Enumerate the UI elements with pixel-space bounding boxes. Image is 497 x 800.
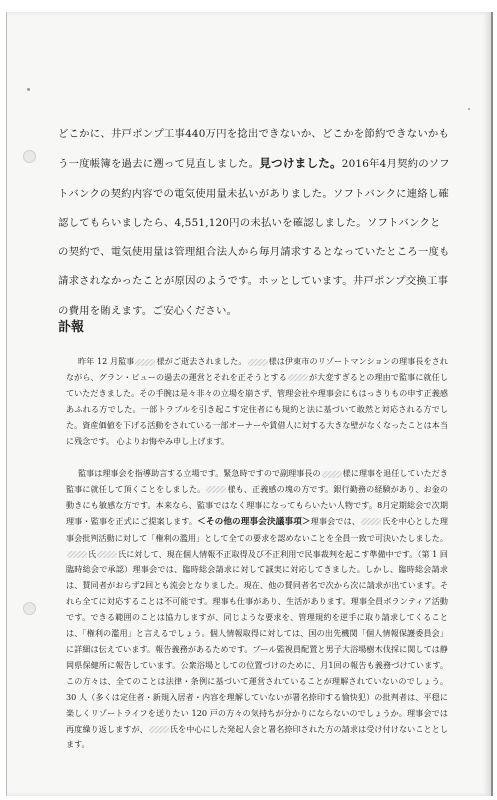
redacted-name	[322, 471, 342, 478]
auditor-paragraph	[66, 466, 448, 753]
redacted-name	[97, 551, 117, 558]
auditor-text: 氏	[88, 548, 97, 559]
obituary-heading: 訃報	[58, 320, 85, 335]
obituary-text: 昨年 12 月監事	[78, 356, 135, 366]
announcement-text-before: どこかに、井戸ポンプ工事440万円を捻出できないか、どこかを節約できないかもう一度帳簿を過去に遡って見直しました。	[58, 128, 450, 171]
auditor-text: 氏に対して、現在個人情報不正取得及び不正利用で民事裁判を起こす準備中です。（第 1 回臨時総会で承認）理事会では、臨時総会請求に対して誠実に対応してきました。しかし、臨時総会請求は、賛同者がおらず2回とも流会となりました。現在、他の賛同者名で次から次に請求が出ています。それら全てに対応することは不可能です。理事も仕事があり、生活があります。理事全員ボランティア活動です。できる範囲のことは協力しますが、同じような要求を、管理規約を逆手に取り請求してくることは、「権利の濫用」と言えるでしょう。個人情報取得に対しては、国の出先機関「個人情報保護委員会」に詳細は伝えています。報告義務があるためです。プール監視員配置と男子大浴場樹木伐採に関しては静岡県保健所に報告しています。公衆浴場としての位置づけのために、月1回の報告も義務づけています。この方々は、全てのことは法律・条例に基づいて運営されていることが理解されていないのでしょう。30 人（多くは定住者・新規入居者・内容を理解していないが署名捺印する愉快犯）の批判者は、平穏に楽しくリゾートライフを送りたい 120 戸の方々の気持ちが分かりにならないのでしょうか。理事会では再度繰り返しますが、	[66, 548, 448, 734]
obituary-text: 様がご逝去されました。	[156, 356, 247, 366]
auditor-text: 理事会では、	[310, 515, 361, 526]
redacted-name	[248, 359, 268, 366]
auditor-text: 氏を中心とした理事会批判活動に対して「権利の濫用」として全ての要求を認めないことを全員一致で可決いたしました。	[66, 515, 448, 543]
redacted-name	[149, 726, 169, 733]
obituary-paragraph	[66, 354, 448, 449]
redacted-name	[135, 359, 155, 366]
redacted-name	[67, 551, 87, 558]
obituary-text: 様は伊東市のリゾートマンションの理事長をされながら、グラン・ビューの過去の運営とそれを正そうとする	[66, 356, 448, 382]
redacted-name	[288, 374, 308, 381]
auditor-text: 様に理事を退任していただき監事に就任して頂くことをしました。	[66, 468, 448, 494]
auditor-text: 監事は理事会を指導助言する立場です。緊急時ですので副理事長の	[78, 468, 321, 478]
obituary-text: が大変すぎるとの理由で監事に就任していただきました。その手腕は是々非々の立場を崩さず、管理会社や理事会にもはっきりもの申す正義感あふれる方でした。一部トラブルを引き起こす定住者にも規約と法に基づいて敢然と対応される方でした。資産価値を下げる活動をされている一部オーナーや賃借人に対する大きな壁がなくなったことは本当に残念です。 心よりお悔やみ申し上げます。	[66, 371, 448, 446]
binder-hole	[23, 150, 36, 163]
binder-hole	[23, 602, 36, 615]
scan-speck	[27, 88, 30, 91]
announcement-emphasis: 見つけました。	[259, 156, 342, 171]
redacted-name	[206, 486, 226, 493]
resolutions-heading: ＜その他の理事会決議事項＞	[197, 516, 311, 527]
redacted-name	[361, 518, 381, 525]
auditor-text: 様も、正義感の塊の方です。銀行勤務の経験があり、お金の動きにも敏感な方です。本来なら、監事ではなく理事になってもらいたい人物です。8月定期総会で次期理事・監事を正式にご提案します。	[66, 483, 448, 526]
auditor-text: 氏を中心にした発起人会と署名捺印された方の請求は受け付けないこととします。	[66, 723, 448, 750]
scan-speck	[468, 108, 470, 110]
announcement-text-after: 2016年4月契約のソフトバンクの契約内容での電気使用量未払いがありました。ソフトバンクに連絡し確認してもらいましたら、4,551,120円の未払いを確認しました。ソフトバンクとの契約で、電気使用量は管理組合法人から毎月請求するとなっていたところ一度も請求されなかったことが原因のようです。ホッとしています。井戸ポンプ交換工事の費用を賄えます。ご安心ください。	[58, 158, 450, 317]
announcement-paragraph	[58, 120, 450, 326]
